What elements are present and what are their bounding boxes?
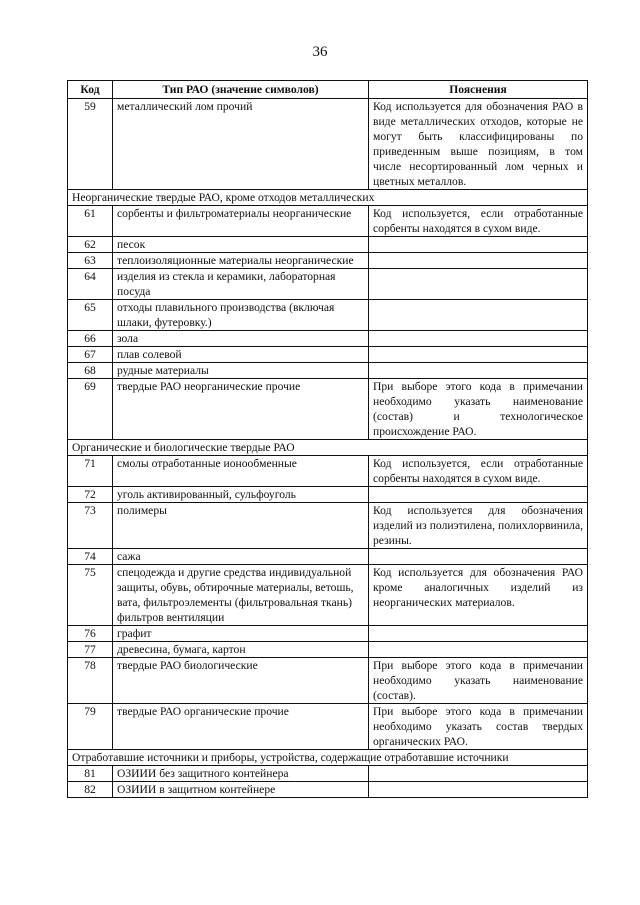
table-row xyxy=(68,704,588,750)
section-header-row xyxy=(68,750,588,766)
code-cell: 82 xyxy=(68,782,113,798)
code-cell: 68 xyxy=(68,363,113,379)
table-row xyxy=(68,782,588,798)
note-cell: Код используется для обозначения изделий из полиэтилена, полихлорвинила, резины. xyxy=(369,503,588,549)
table-row xyxy=(68,253,588,269)
type-cell: ОЗИИИ без защитного контейнера xyxy=(113,766,369,782)
type-cell: твердые РАО органические прочие xyxy=(113,704,369,750)
section-title: Отработавшие источники и приборы, устройства, содержащие отработавшие источники xyxy=(68,750,588,766)
header-note: Пояснения xyxy=(369,81,588,99)
table-row xyxy=(68,363,588,379)
type-cell: твердые РАО биологические xyxy=(113,658,369,704)
type-cell: ОЗИИИ в защитном контейнере xyxy=(113,782,369,798)
code-cell: 64 xyxy=(68,269,113,300)
type-cell: древесина, бумага, картон xyxy=(113,642,369,658)
type-cell: сажа xyxy=(113,549,369,565)
type-cell: рудные материалы xyxy=(113,363,369,379)
code-cell: 71 xyxy=(68,456,113,487)
note-cell xyxy=(369,331,588,347)
table-row xyxy=(68,379,588,440)
note-cell xyxy=(369,237,588,253)
type-cell: зола xyxy=(113,331,369,347)
note-cell: Код используется для обозначения РАО в виде металлических отходов, которые не могут быть классифицированы по приведенным выше позициям, в том числе несортированный лом черных и цветных металлов. xyxy=(369,99,588,190)
table-row xyxy=(68,99,588,190)
type-cell: смолы отработанные ионообменные xyxy=(113,456,369,487)
type-cell: твердые РАО неорганические прочие xyxy=(113,379,369,440)
table-row xyxy=(68,487,588,503)
type-cell: изделия из стекла и керамики, лабораторная посуда xyxy=(113,269,369,300)
code-cell: 69 xyxy=(68,379,113,440)
code-cell: 78 xyxy=(68,658,113,704)
code-cell: 77 xyxy=(68,642,113,658)
code-cell: 81 xyxy=(68,766,113,782)
rao-classification-table xyxy=(67,80,588,798)
code-cell: 72 xyxy=(68,487,113,503)
type-cell: теплоизоляционные материалы неорганические xyxy=(113,253,369,269)
type-cell: отходы плавильного производства (включая шлаки, футеровку.) xyxy=(113,300,369,331)
table-row xyxy=(68,658,588,704)
note-cell xyxy=(369,347,588,363)
type-cell: плав солевой xyxy=(113,347,369,363)
table-row xyxy=(68,642,588,658)
code-cell: 79 xyxy=(68,704,113,750)
note-cell xyxy=(369,269,588,300)
type-cell: спецодежда и другие средства индивидуальной защиты, обувь, обтирочные материалы, ветошь, вата, фильтроэлементы (фильтровальная ткань) фильтров вентиляции xyxy=(113,565,369,626)
header-type: Тип РАО (значение символов) xyxy=(113,81,369,99)
page-number: 36 xyxy=(312,44,328,60)
code-cell: 66 xyxy=(68,331,113,347)
note-cell: Код используется, если отработанные сорбенты находятся в сухом виде. xyxy=(369,206,588,237)
section-header-row xyxy=(68,190,588,206)
code-cell: 65 xyxy=(68,300,113,331)
code-cell: 63 xyxy=(68,253,113,269)
note-cell xyxy=(369,363,588,379)
table-body xyxy=(68,99,588,798)
note-cell: Код используется, если отработанные сорбенты находятся в сухом виде. xyxy=(369,456,588,487)
note-cell xyxy=(369,766,588,782)
table-row xyxy=(68,626,588,642)
table-row xyxy=(68,269,588,300)
table-row xyxy=(68,331,588,347)
table-header-row xyxy=(68,81,588,99)
section-header-row xyxy=(68,440,588,456)
table-row xyxy=(68,549,588,565)
table-row xyxy=(68,503,588,549)
table-row xyxy=(68,347,588,363)
type-cell: уголь активированный, сульфоуголь xyxy=(113,487,369,503)
type-cell: графит xyxy=(113,626,369,642)
header-code: Код xyxy=(68,81,113,99)
note-cell xyxy=(369,487,588,503)
table-row xyxy=(68,300,588,331)
code-cell: 67 xyxy=(68,347,113,363)
code-cell: 61 xyxy=(68,206,113,237)
section-title: Неорганические твердые РАО, кроме отходов металлических xyxy=(68,190,588,206)
note-cell: При выборе этого кода в примечании необходимо указать состав твердых органических РАО. xyxy=(369,704,588,750)
type-cell: металлический лом прочий xyxy=(113,99,369,190)
note-cell: Код используется для обозначения РАО кроме аналогичных изделий из неорганических материалов. xyxy=(369,565,588,626)
type-cell: сорбенты и фильтроматериалы неорганические xyxy=(113,206,369,237)
code-cell: 74 xyxy=(68,549,113,565)
table-row xyxy=(68,565,588,626)
type-cell: песок xyxy=(113,237,369,253)
code-cell: 59 xyxy=(68,99,113,190)
code-cell: 76 xyxy=(68,626,113,642)
note-cell xyxy=(369,549,588,565)
note-cell xyxy=(369,626,588,642)
note-cell: При выборе этого кода в примечании необходимо указать наименование (состав) и технологическое происхождение РАО. xyxy=(369,379,588,440)
note-cell xyxy=(369,782,588,798)
code-cell: 73 xyxy=(68,503,113,549)
note-cell xyxy=(369,300,588,331)
code-cell: 75 xyxy=(68,565,113,626)
note-cell xyxy=(369,253,588,269)
table-row xyxy=(68,237,588,253)
table-row xyxy=(68,766,588,782)
table-row xyxy=(68,206,588,237)
note-cell: При выборе этого кода в примечании необходимо указать наименование (состав). xyxy=(369,658,588,704)
note-cell xyxy=(369,642,588,658)
code-cell: 62 xyxy=(68,237,113,253)
table-row xyxy=(68,456,588,487)
section-title: Органические и биологические твердые РАО xyxy=(68,440,588,456)
type-cell: полимеры xyxy=(113,503,369,549)
